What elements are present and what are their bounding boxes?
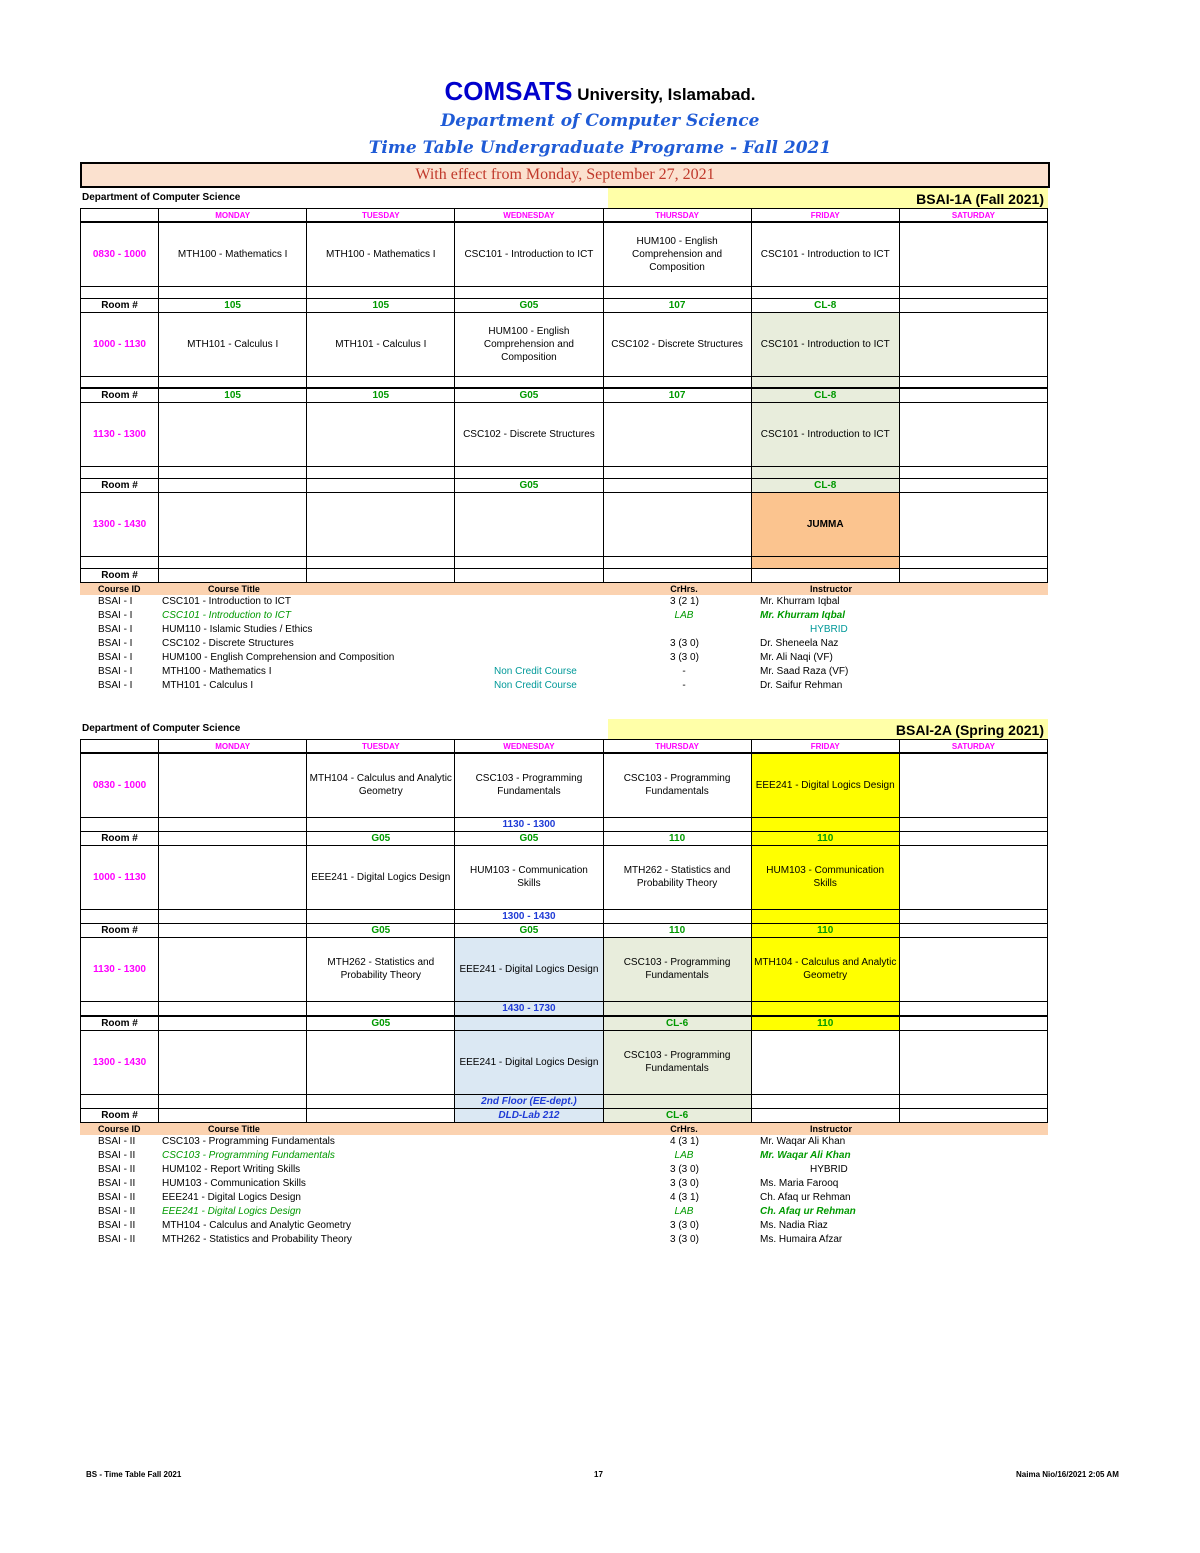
class-cell <box>899 312 1047 376</box>
room-label: Room # <box>81 569 159 583</box>
room-cell: 110 <box>751 1016 899 1031</box>
room-cell <box>307 479 455 493</box>
class-cell: CSC103 - Programming Fundamentals <box>603 937 751 1001</box>
class-cell: MTH101 - Calculus I <box>159 312 307 376</box>
class-cell <box>307 403 455 467</box>
time-slot: 0830 - 1000 <box>81 753 159 817</box>
legend-header: Course ID Course Title CrHrs. Instructor <box>80 1123 1048 1135</box>
room-cell: G05 <box>307 831 455 845</box>
class-cell: EEE241 - Digital Logics Design <box>751 753 899 817</box>
room-cell <box>159 831 307 845</box>
time-slot: 1130 - 1300 <box>81 403 159 467</box>
day-header: TUESDAY <box>307 209 455 223</box>
room-cell <box>159 479 307 493</box>
day-header: THURSDAY <box>603 740 751 754</box>
class-cell: HUM100 - English Comprehension and Composition <box>603 222 751 286</box>
corner-cell <box>81 740 159 754</box>
legend-row: BSAI - II EEE241 - Digital Logics Design 4 (3 1) Ch. Afaq ur Rehman <box>98 1191 851 1203</box>
class-cell: MTH262 - Statistics and Probability Theory <box>603 845 751 909</box>
class-cell: MTH104 - Calculus and Analytic Geometry <box>751 937 899 1001</box>
legend-row: BSAI - I MTH100 - Mathematics I Non Credit Course - Mr. Saad Raza (VF) <box>98 666 849 677</box>
class-cell <box>455 493 603 557</box>
class-cell: MTH101 - Calculus I <box>307 312 455 376</box>
timetable-grid <box>80 208 1048 583</box>
room-cell: G05 <box>307 923 455 937</box>
lab-location: 2nd Floor (EE-dept.) <box>455 1094 603 1108</box>
room-cell <box>899 479 1047 493</box>
class-cell: EEE241 - Digital Logics Design <box>455 1030 603 1094</box>
class-cell <box>899 493 1047 557</box>
corner-cell <box>81 209 159 223</box>
room-label: Room # <box>81 1108 159 1122</box>
legend-row: BSAI - II CSC103 - Programming Fundamentals LAB Mr. Waqar Ali Khan <box>98 1149 851 1161</box>
room-cell: G05 <box>307 1016 455 1031</box>
section-header <box>80 719 1048 739</box>
class-cell: HUM100 - English Comprehension and Composition <box>455 312 603 376</box>
course-legend <box>80 1123 1048 1247</box>
section-bsai-1a <box>80 188 1048 693</box>
department-title: Department of Computer Science <box>440 111 760 131</box>
section-department: Department of Computer Science <box>82 723 241 734</box>
room-cell <box>159 1108 307 1122</box>
room-cell: G05 <box>455 923 603 937</box>
class-cell: CSC102 - Discrete Structures <box>603 312 751 376</box>
class-cell: CSC102 - Discrete Structures <box>455 403 603 467</box>
room-cell: 107 <box>603 298 751 312</box>
legend-row: BSAI - I CSC101 - Introduction to ICT 3 (2 1) Mr. Khurram Iqbal <box>98 596 840 607</box>
day-header: FRIDAY <box>751 740 899 754</box>
class-cell <box>603 403 751 467</box>
day-header: FRIDAY <box>751 209 899 223</box>
university-heading <box>0 76 1200 107</box>
legend-row: BSAI - II HUM102 - Report Writing Skills 3 (3 0) HYBRID <box>98 1163 848 1175</box>
class-cell: CSC103 - Programming Fundamentals <box>603 753 751 817</box>
room-cell: 110 <box>603 923 751 937</box>
section-label: BSAI-2A (Spring 2021) <box>608 719 1048 739</box>
room-cell <box>603 479 751 493</box>
room-label: Room # <box>81 298 159 312</box>
class-cell: MTH100 - Mathematics I <box>159 222 307 286</box>
class-cell <box>899 222 1047 286</box>
lab-time: 1430 - 1730 <box>455 1001 603 1016</box>
room-cell <box>307 1108 455 1122</box>
footer-right: Naima Nio/16/2021 2:05 AM <box>1016 1470 1119 1479</box>
room-cell <box>751 1108 899 1122</box>
day-header: SATURDAY <box>899 209 1047 223</box>
legend-row: BSAI - I HUM100 - English Comprehension and Composition 3 (3 0) Mr. Ali Naqi (VF) <box>98 652 833 663</box>
class-cell <box>159 1030 307 1094</box>
class-cell <box>899 1030 1047 1094</box>
class-cell: EEE241 - Digital Logics Design <box>307 845 455 909</box>
room-cell: G05 <box>455 831 603 845</box>
class-cell: HUM103 - Communication Skills <box>455 845 603 909</box>
brand-name: COMSATS <box>444 76 573 106</box>
room-cell: 107 <box>603 388 751 403</box>
class-cell <box>899 937 1047 1001</box>
room-label: Room # <box>81 831 159 845</box>
effective-date-banner: With effect from Monday, September 27, 2021 <box>80 162 1050 188</box>
legend-header: Course ID Course Title CrHrs. Instructor <box>80 583 1048 595</box>
time-slot: 1300 - 1430 <box>81 493 159 557</box>
legend-row: BSAI - I CSC102 - Discrete Structures 3 (3 0) Dr. Sheneela Naz <box>98 638 839 649</box>
day-header: MONDAY <box>159 740 307 754</box>
time-slot: 0830 - 1000 <box>81 222 159 286</box>
room-cell <box>159 1016 307 1031</box>
room-cell: 105 <box>307 298 455 312</box>
class-cell <box>159 753 307 817</box>
class-cell <box>159 493 307 557</box>
class-cell <box>603 493 751 557</box>
class-cell <box>159 845 307 909</box>
legend-row: BSAI - II MTH262 - Statistics and Probability Theory 3 (3 0) Ms. Humaira Afzar <box>98 1233 843 1245</box>
class-cell: CSC101 - Introduction to ICT <box>751 403 899 467</box>
class-cell: CSC101 - Introduction to ICT <box>751 222 899 286</box>
time-slot: 1000 - 1130 <box>81 312 159 376</box>
room-cell: 105 <box>159 388 307 403</box>
time-slot: 1000 - 1130 <box>81 845 159 909</box>
legend-row: BSAI - I HUM110 - Islamic Studies / Ethics HYBRID <box>98 624 848 635</box>
room-cell <box>899 1016 1047 1031</box>
day-header: MONDAY <box>159 209 307 223</box>
class-cell: MTH262 - Statistics and Probability Theory <box>307 937 455 1001</box>
legend-row: BSAI - II CSC103 - Programming Fundamentals 4 (3 1) Mr. Waqar Ali Khan <box>98 1135 846 1147</box>
room-cell: 110 <box>751 923 899 937</box>
class-cell <box>159 403 307 467</box>
section-header <box>80 188 1048 208</box>
class-cell: CSC103 - Programming Fundamentals <box>455 753 603 817</box>
day-header: THURSDAY <box>603 209 751 223</box>
day-header: WEDNESDAY <box>455 740 603 754</box>
legend-row: BSAI - II MTH104 - Calculus and Analytic Geometry 3 (3 0) Ms. Nadia Riaz <box>98 1219 828 1231</box>
footer-left: BS - Time Table Fall 2021 <box>86 1470 182 1479</box>
room-label: Room # <box>81 1016 159 1031</box>
room-cell: 105 <box>159 298 307 312</box>
class-cell <box>899 753 1047 817</box>
class-cell <box>899 845 1047 909</box>
room-cell: 110 <box>603 831 751 845</box>
room-cell <box>899 1108 1047 1122</box>
room-cell: CL-8 <box>751 298 899 312</box>
room-cell <box>899 388 1047 403</box>
room-cell: CL-6 <box>603 1016 751 1031</box>
room-cell <box>899 923 1047 937</box>
section-bsai-2a <box>80 719 1048 1247</box>
room-cell: 105 <box>307 388 455 403</box>
class-cell: EEE241 - Digital Logics Design <box>455 937 603 1001</box>
room-cell: CL-6 <box>603 1108 751 1122</box>
section-label: BSAI-1A (Fall 2021) <box>608 188 1048 208</box>
room-label: Room # <box>81 923 159 937</box>
timetable-grid <box>80 739 1048 1123</box>
page-number: 17 <box>594 1470 603 1479</box>
room-label: Room # <box>81 479 159 493</box>
room-cell <box>159 923 307 937</box>
class-cell: CSC101 - Introduction to ICT <box>751 312 899 376</box>
class-cell <box>307 1030 455 1094</box>
university-name: University, Islamabad. <box>577 85 756 104</box>
room-cell <box>899 831 1047 845</box>
room-cell <box>899 298 1047 312</box>
course-legend <box>80 583 1048 693</box>
class-cell <box>307 493 455 557</box>
section-department: Department of Computer Science <box>82 192 241 203</box>
legend-row: BSAI - I MTH101 - Calculus I Non Credit Course - Dr. Saifur Rehman <box>98 680 843 691</box>
class-cell: MTH104 - Calculus and Analytic Geometry <box>307 753 455 817</box>
room-cell: G05 <box>455 479 603 493</box>
room-cell: G05 <box>455 388 603 403</box>
class-cell <box>751 1030 899 1094</box>
class-cell: HUM103 - Communication Skills <box>751 845 899 909</box>
room-cell <box>455 1016 603 1031</box>
class-cell <box>159 937 307 1001</box>
class-cell <box>899 403 1047 467</box>
room-label: Room # <box>81 388 159 403</box>
time-slot: 1130 - 1300 <box>81 937 159 1001</box>
legend-row: BSAI - II HUM103 - Communication Skills 3 (3 0) Ms. Maria Farooq <box>98 1177 839 1189</box>
jumma-cell: JUMMA <box>751 493 899 557</box>
room-cell: DLD-Lab 212 <box>455 1108 603 1122</box>
day-header: TUESDAY <box>307 740 455 754</box>
class-cell: CSC101 - Introduction to ICT <box>455 222 603 286</box>
class-cell: CSC103 - Programming Fundamentals <box>603 1030 751 1094</box>
legend-row: BSAI - I CSC101 - Introduction to ICT LAB Mr. Khurram Iqbal <box>98 610 846 621</box>
day-header: WEDNESDAY <box>455 209 603 223</box>
room-cell: CL-8 <box>751 479 899 493</box>
room-cell: G05 <box>455 298 603 312</box>
time-slot: 1300 - 1430 <box>81 1030 159 1094</box>
lab-time: 1130 - 1300 <box>455 817 603 831</box>
room-cell: CL-8 <box>751 388 899 403</box>
lab-time: 1300 - 1430 <box>455 909 603 923</box>
legend-row: BSAI - II EEE241 - Digital Logics Design LAB Ch. Afaq ur Rehman <box>98 1205 856 1217</box>
timetable-title: Time Table Undergraduate Programe - Fall 2021 <box>368 138 832 158</box>
class-cell: MTH100 - Mathematics I <box>307 222 455 286</box>
day-header: SATURDAY <box>899 740 1047 754</box>
room-cell: 110 <box>751 831 899 845</box>
